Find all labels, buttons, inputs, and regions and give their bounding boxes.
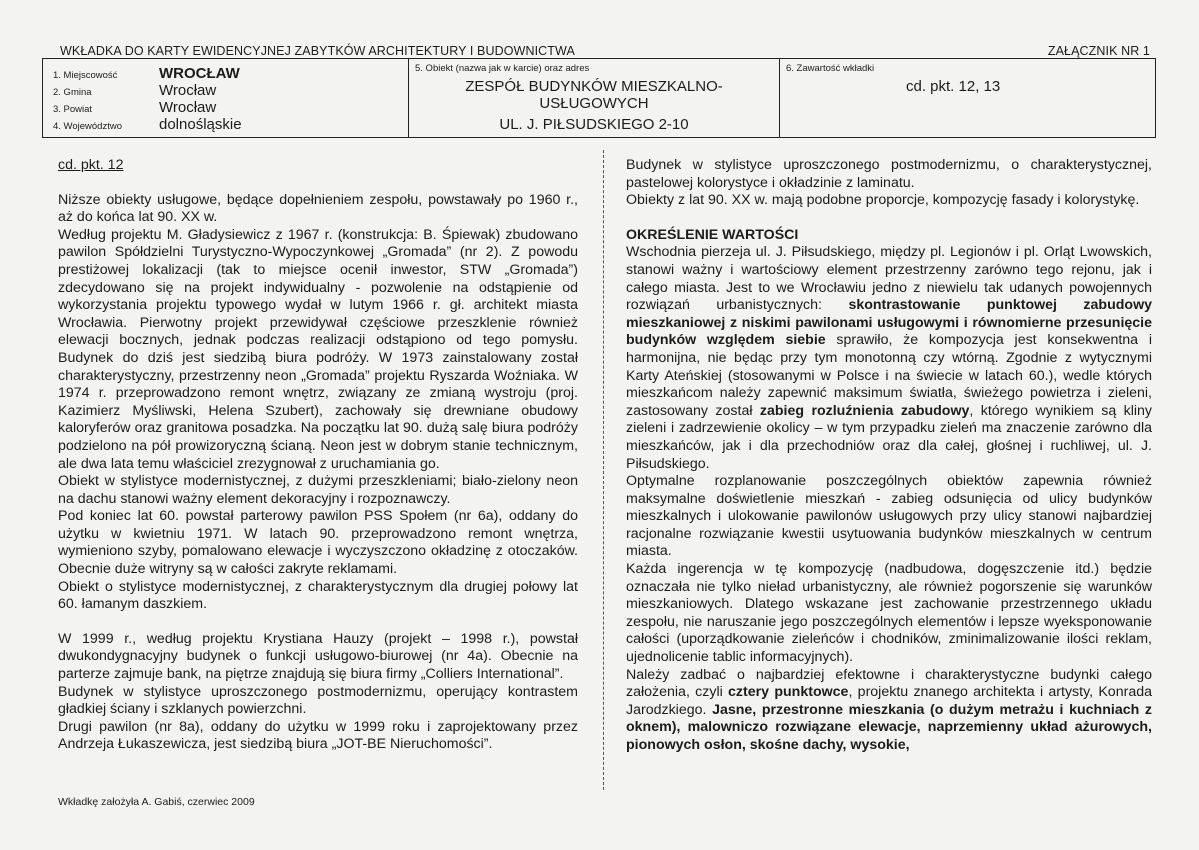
text-run: , którego wynikiem są kliny zieleni i zadrzewienie okolicy – w tym przypadku zieleń ma znaczenie zarówno dla mieszkańców, jak i dla przechodniów oraz dla całej, głośnej i ruchliwej, ul. J. Piłsudskiego. <box>626 402 1152 472</box>
miejscowosc-label: 1. Miejscowość <box>53 70 118 81</box>
document-title: WKŁADKA DO KARTY EWIDENCYJNEJ ZABYTKÓW ARCHITEKTURY I BUDOWNICTWA <box>60 44 575 58</box>
header-table <box>42 58 1156 138</box>
left-column <box>58 157 578 754</box>
paragraph: Pod koniec lat 60. powstał parterowy pawilon PSS Społem (nr 6a), oddany do użytku w kwietniu 1971. W latach 90. przeprowadzono remont wnętrza, wymieniono szyby, pomalowano elewacje i wyczyszczono okładzinę z otoczaków. Obecnie duże witryny są w całości zakryte reklamami. <box>58 508 578 578</box>
bold-run: cztery punktowce <box>728 684 849 701</box>
paragraph: Budynek w stylistyce uproszczonego postmodernizmu, o charakterystycznej, pastelowej kolorystyce i okładzinie z laminatu. <box>626 157 1152 191</box>
section-heading: OKREŚLENIE WARTOŚCI <box>626 226 799 243</box>
paragraph: Obiekt w stylistyce modernistycznej, z dużymi przeszkleniami; biało-zielony neon na dachu stanowi ważny element dekoracyjny i rozpoznawczy. <box>58 473 578 507</box>
gmina-value: Wrocław <box>159 82 217 99</box>
footer-note: Wkładkę założyła A. Gabiś, czerwiec 2009 <box>58 796 255 808</box>
location-cell <box>43 59 409 137</box>
object-label: 5. Obiekt (nazwa jak w karcie) oraz adres <box>415 63 590 74</box>
object-address: UL. J. PIŁSUDSKIEGO 2-10 <box>499 116 689 133</box>
powiat-value: Wrocław <box>159 99 217 116</box>
paragraph: Optymalne rozplanowanie poszczególnych obiektów zapewnia również maksymalne doświetlenie mieszkań - zabieg odsunięcia od ulicy budynków mieszkalnych i ulokowanie pawilonów usługowych przy ulicy stanowi najbardziej racjonalne rozwiązanie kwestii usytuowania budynków mieszkalnych w centrum miasta. <box>626 473 1152 560</box>
row-wojewodztwo <box>53 116 408 133</box>
text-run: sprawiło, że kompozycja jest konsekwentna i harmonijna, nie będąc przy tym monotonną czy wtórną. Zgodnie z wytycznymi Karty Ateńskiej (stosowanymi w Polsce i na świecie w latach 60.), wedle których mieszkańcom należy zapewnić maksimum światła, świeżego powietrza i zieleni, zastosowany został <box>626 332 1152 419</box>
row-gmina <box>53 82 408 99</box>
paragraph: Niższe obiekty usługowe, będące dopełnieniem zespołu, powstawały po 1960 r., aż do końca lat 90. XX w. <box>58 191 578 226</box>
column-divider <box>603 150 605 790</box>
paragraph: W 1999 r., według projektu Krystiana Hauzy (projekt – 1998 r.), powstał dwukondygnacyjny budynek o funkcji usługowo-biurowej (nr 4a). Obecnie na parterze zajmuje bank, na piętrze znajdują się biura firmy „Colliers International”. <box>58 630 578 683</box>
contents-cell <box>780 59 1155 137</box>
paragraph: Obiekty z lat 90. XX w. mają podobne proporcje, kompozycję fasady i kolorystykę. <box>626 192 1140 209</box>
miejscowosc-value: WROCŁAW <box>159 65 240 82</box>
row-miejscowosc <box>53 65 408 82</box>
paragraph: Budynek w stylistyce uproszczonego postmodernizmu, operujący kontrastem gładkiej ściany i szklanych powierzchni. <box>58 683 578 718</box>
paragraph: Każda ingerencja w tę kompozycję (nadbudowa, dogęszczenie itd.) będzie oznaczała nie tylko nieład urbanistyczny, ale również pogorszenie się warunków mieszkaniowych. Dlatego wskazane jest zachowanie przestrzennego układu zespołu, nie naruszanie jego poszczególnych elementów i lepsze wyeksponowanie całości (uporządkowanie zieleńców i chodników, zminimalizowanie ilości reklam, ujednolicenie tablic informacyjnych). <box>626 561 1152 666</box>
right-column <box>626 157 1152 755</box>
row-powiat <box>53 99 408 116</box>
bold-run: skontrastowanie punktowej zabudowy mieszkaniowej z niskimi pawilonami usługowymi i równomierne przesunięcie budynków względem siebie <box>626 297 1153 349</box>
object-cell <box>409 59 780 137</box>
section-label: cd. pkt. 12 <box>58 157 124 173</box>
gmina-label: 2. Gmina <box>53 87 92 98</box>
powiat-label: 3. Powiat <box>53 104 93 115</box>
paragraph <box>626 667 1152 755</box>
spacer <box>58 614 578 631</box>
object-name: ZESPÓŁ BUDYNKÓW MIESZKALNO-USŁUGOWYCH <box>465 78 723 112</box>
paragraph: Według projektu M. Gładysiewicz z 1967 r. (konstrukcja: B. Śpiewak) zbudowano pawilon Spółdzielni Turystyczno-Wypoczynkowej „Gromada” (nr 2). Z powodu prestiżowej lokalizacji (tak to miejsce ocenił inwestor, STW „Gromada”) zdecydowano się na projekt indywidualny - pozwolenie na odstąpienie od wykorzystania projektu typowego wydał w lutym 1966 r. gł. architekt miasta Wrocławia. Pierwotny projekt przewidywał częściowe przeszklenie również elewacji bocznych, jednak podczas realizacji odstąpiono od tego pomysłu. Budynek do dziś jest siedzibą biura podróży. W 1973 zainstalowany został charakterystyczny, przestrzenny neon „Gromada” projektu Ryszarda Woźniaka. W 1974 r. przeprowadzono remont wnętrz, związany ze zmianą wystroju (proj. Kazimierz Myśliwski, Helena Szubert), zachowały się drewniane obudowy kaloryferów oraz granitowa posadzka. Na początku lat 90. dużą salę biura podróży podzielono na pół prowizoryczną ścianą. Neon jest w dobrym stanie technicznym, ale dwa lata temu właściciel zrezygnował z uruchamiania go. <box>58 226 578 472</box>
bold-run: zabieg rozluźnienia zabudowy <box>759 402 970 419</box>
attachment-label: ZAŁĄCZNIK NR 1 <box>1047 44 1150 58</box>
text-run: Wschodnia pierzeja ul. J. Piłsudskiego, między pl. Legionów i pl. Orląt Lwowskich, stanowi ważny i wartościowy element przestrzenny zarówno tego rejonu, jak i całego miasta. Jest to we Wrocławiu jedno z niewielu tak udanych powojennych rozwiązań urbanistycznych: <box>626 244 1152 314</box>
contents-value: cd. pkt. 12, 13 <box>906 78 1001 95</box>
text-run: , projektu znanego architekta i artysty, Konrada Jarodzkiego. <box>626 684 1152 718</box>
paragraph: Drugi pawilon (nr 8a), oddany do użytku w 1999 roku i zaprojektowany przez Andrzeja Łukaszewicza, jest siedzibą biura „JOT-BE Nieruchomości”. <box>58 718 578 753</box>
wojewodztwo-label: 4. Województwo <box>53 121 122 132</box>
top-line <box>60 44 1150 58</box>
wojewodztwo-value: dolnośląskie <box>159 116 242 133</box>
paragraph <box>626 244 1152 473</box>
contents-label: 6. Zawartość wkładki <box>786 63 875 74</box>
bold-run: Jasne, przestronne mieszkania (o dużym metrażu i kuchniach z oknem), malowniczo rozwiązane elewacje, naprzemienny układ ażurowych, pionowych osłon, skośne dachy, wysokie, <box>626 701 1152 753</box>
text-run: Należy zadbać o najbardziej efektowne i charakterystyczne budynki całego założenia, czyli <box>626 666 1152 701</box>
paragraph: Obiekt o stylistyce modernistycznej, z charakterystycznym dla drugiej połowy lat 60. łamanym daszkiem. <box>58 578 578 613</box>
